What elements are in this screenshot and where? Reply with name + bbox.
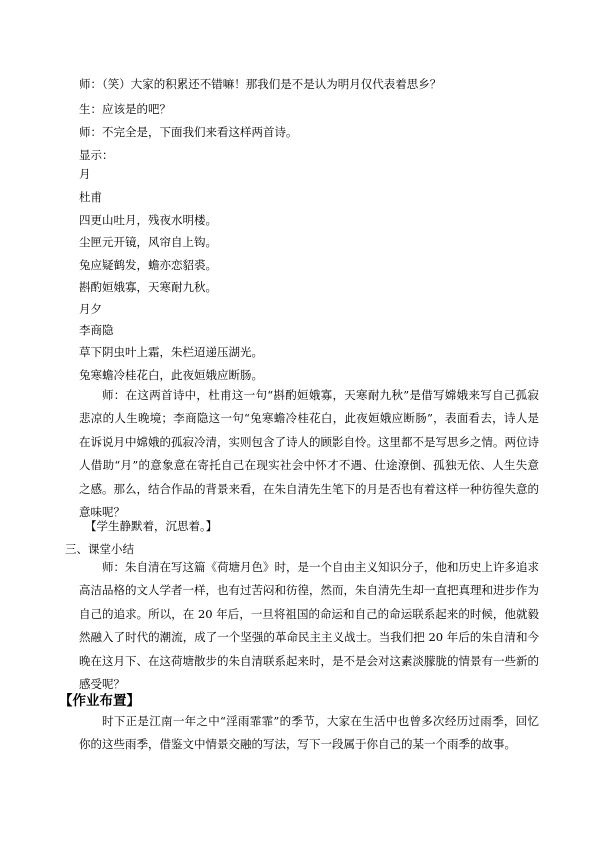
poem-title: 月 (79, 167, 91, 181)
stage-note: 【学生静默着，沉思着。】 (85, 519, 218, 533)
dialogue-line: 师：不完全是，下面我们来看这样两首诗。 (79, 125, 298, 139)
analysis-paragraph: 师：在这两首诗中，杜甫这一句“斟酌姮娥寡，天寒耐九秋”是借写嫦娥来写自己孤寂悲凉的人生晚境；李商隐这一句“兔寒蟾冷桂花白，此夜姮娥应断肠”，表面看去，诗人是在诉说月中嫦娥的孤寂冷清，实则包含了诗人的顾影自怜。这里都不是写思乡之情。两位诗人借助“月”的意象意在寄托自己在现实社会中怀才不遇、仕途潦倒、孤独无依、人生失意之感。那么，结合作品的背景来看，在朱自清先生笔下的月是否也有着这样一种彷徨失意的意味呢？ (79, 388, 539, 520)
poem-line: 尘匣元开镜，风帘自上钩。 (79, 235, 217, 249)
poem-line: 草下阴虫叶上霜，朱栏迢递压湖光。 (79, 345, 263, 359)
dialogue-line: 师：（笑）大家的积累还不错嘛！那我们是不是认为明月仅代表着思乡？ (79, 77, 442, 91)
poem-line: 斟酌姮娥寡，天寒耐九秋。 (79, 280, 217, 294)
display-label: 显示： (79, 148, 114, 162)
poem-line: 兔应疑鹤发，蟾亦恋貂裘。 (79, 258, 217, 272)
poem-title: 月夕 (79, 302, 102, 316)
poem-author: 李商隐 (79, 323, 114, 337)
homework-paragraph: 时下正是江南一年之中“淫雨霏霏”的季节，大家在生活中也曾多次经历过雨季，回忆你的这些雨季，借鉴文中情景交融的写法，写下一段属于你自己的某一个雨季的故事。 (79, 714, 539, 752)
summary-paragraph: 师：朱自清在写这篇《荷塘月色》时，是一个自由主义知识分子，他和历史上许多追求高洁品格的文人学者一样，也有过苦闷和彷徨，然而，朱自清先生却一直把真理和进步作为自己的追求。所以，在 20 年后，一旦将祖国的命运和自己的命运联系起来的时候，他就毅然融入了时代的潮流，成了一个坚强的革命民主主义战士。当我们把 20 年后的朱自清和今晚在这月下、在这荷塘散步的朱自清联系起来时，是不是会对这素淡朦胧的情景有一些新的感受呢？ (79, 560, 539, 692)
poem-line: 四更山吐月，残夜水明楼。 (79, 213, 217, 227)
section-title: 三、课堂小结 (65, 542, 134, 556)
dialogue-line: 生：应该是的吧？ (79, 102, 171, 116)
poem-line: 兔寒蟾冷桂花白，此夜姮娥应断肠。 (79, 368, 263, 382)
poem-author: 杜甫 (79, 190, 102, 204)
homework-heading: 【作业布置】 (59, 693, 140, 709)
